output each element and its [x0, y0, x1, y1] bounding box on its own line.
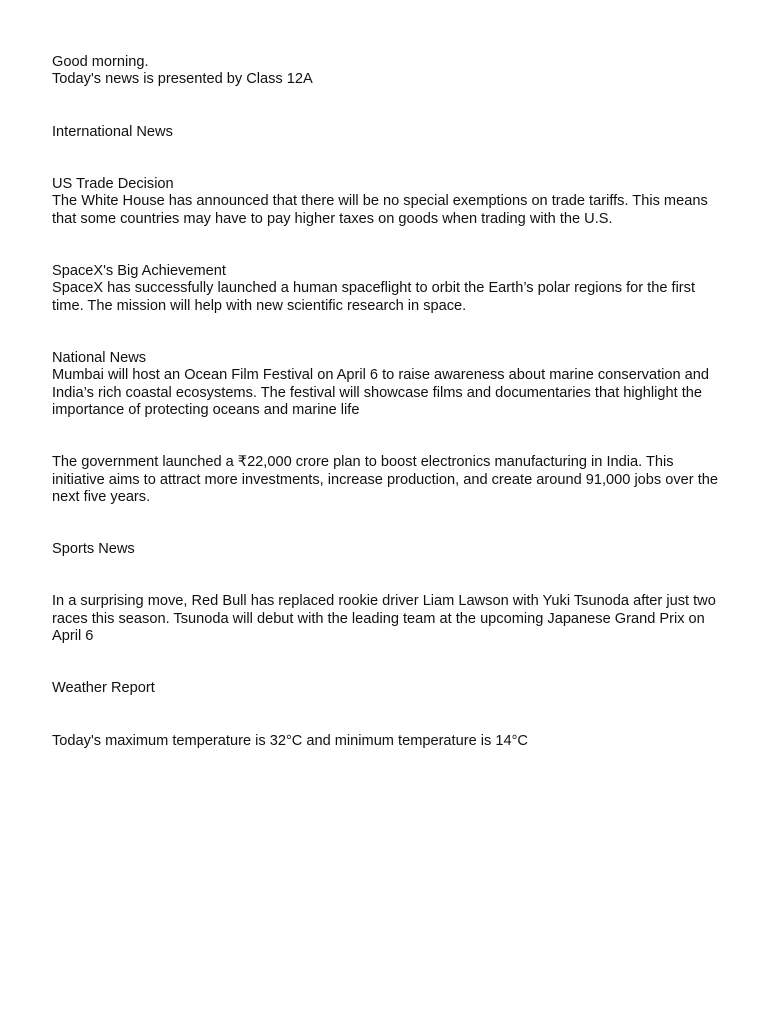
- greeting-line: Good morning.: [52, 54, 149, 70]
- temperature-body: Today's maximum temperature is 32°C and minimum temperature is 14°C: [52, 732, 528, 749]
- sports-news-heading: Sports News: [52, 541, 135, 558]
- blank-line: [52, 158, 722, 175]
- spacex-title: SpaceX's Big Achievement: [52, 262, 226, 279]
- blank-line: [52, 245, 722, 262]
- blank-line: [52, 419, 722, 436]
- electronics-plan-body: The government launched a ₹22,000 crore plan to boost electronics manufacturing in India. This initiative aims to attract more investments, increase production, and create around 91,000 jobs over the next five years.: [52, 454, 718, 505]
- us-trade-title: US Trade Decision: [52, 175, 174, 192]
- blank-line: [52, 524, 722, 541]
- blank-line: [52, 315, 722, 332]
- blank-line: [52, 332, 722, 349]
- weather-report-heading: Weather Report: [52, 680, 155, 697]
- international-news-heading: International News: [52, 123, 173, 140]
- blank-line: [52, 646, 722, 663]
- blank-line: [52, 663, 722, 680]
- us-trade-body: The White House has announced that there will be no special exemptions on trade tariffs. This means that some countries may have to pay higher taxes on goods when trading with the U.S.: [52, 193, 708, 227]
- national-news-heading: National News: [52, 349, 147, 366]
- blank-line: [52, 576, 722, 593]
- red-bull-body: In a surprising move, Red Bull has replaced rookie driver Liam Lawson with Yuki Tsunoda after just two races this season. Tsunoda will debut with the leading team at the upcoming Japanese Grand Prix on April 6: [52, 593, 716, 645]
- blank-line: [52, 228, 722, 245]
- blank-line: [52, 141, 722, 158]
- blank-line: [52, 715, 722, 732]
- blank-line: [52, 559, 722, 576]
- blank-line: [52, 506, 722, 523]
- ocean-film-festival-body: Mumbai will host an Ocean Film Festival on April 6 to raise awareness about marine conservation and India’s rich coastal ecosystems. The festival will showcase films and documentaries that highlight the importance of protecting oceans and marine life: [52, 367, 710, 418]
- blank-line: [52, 437, 722, 454]
- spacex-body: SpaceX has successfully launched a human spaceflight to orbit the Earth’s polar regions for the first time. The mission will help with new scientific research in space.: [52, 280, 696, 314]
- presenter-line: Today's news is presented by Class 12A: [52, 71, 313, 88]
- blank-line: [52, 89, 722, 106]
- blank-line: [52, 698, 722, 715]
- news-document: [52, 54, 722, 750]
- blank-line: [52, 106, 722, 123]
